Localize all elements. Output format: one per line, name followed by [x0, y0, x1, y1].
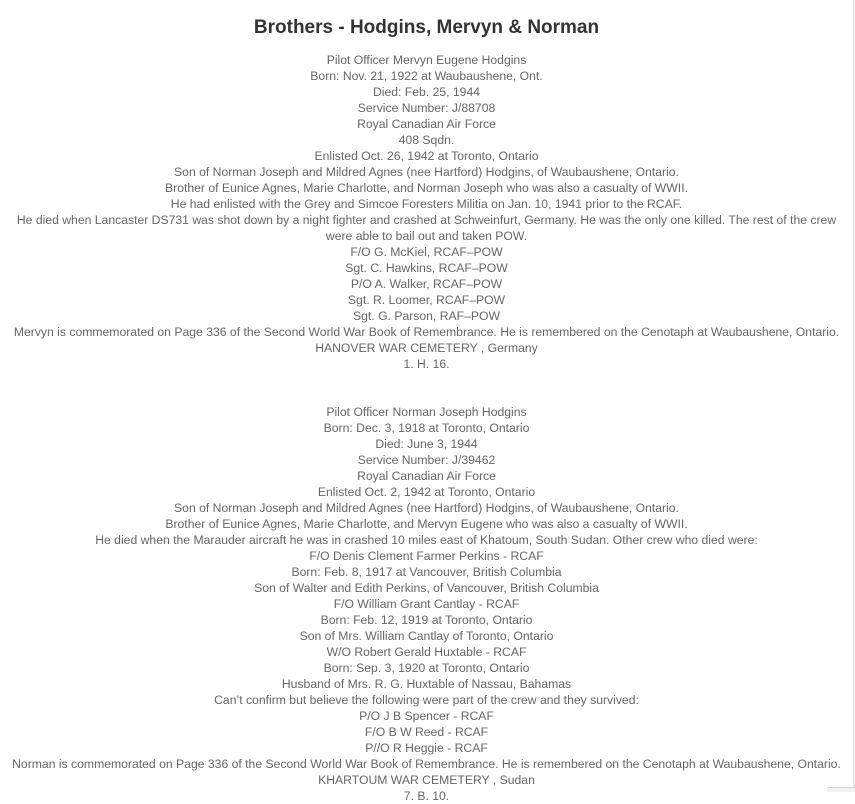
entry-line: F/O G. McKiel, RCAF–POW: [350, 245, 503, 259]
entry-line: Son of Norman Joseph and Mildred Agnes (nee Hartford) Hodgins, of Waubaushene, Ontario.: [174, 501, 679, 515]
entry-line: Royal Canadian Air Force: [357, 469, 496, 483]
entry-line: Enlisted Oct. 26, 1942 at Toronto, Ontario: [314, 149, 539, 163]
entry-line: KHARTOUM WAR CEMETERY , Sudan: [318, 773, 535, 787]
entry-line: Brother of Eunice Agnes, Marie Charlotte, and Norman Joseph who was also a casualty of WWII.: [165, 181, 688, 195]
entry-line: Born: Nov. 21, 1922 at Waubaushene, Ont.: [310, 69, 543, 83]
entry-line: Son of Walter and Edith Perkins, of Vancouver, British Columbia: [254, 581, 599, 595]
entry-line: Brother of Eunice Agnes, Marie Charlotte, and Mervyn Eugene who was also a casualty of WWII.: [165, 517, 688, 531]
entry-line: Son of Norman Joseph and Mildred Agnes (nee Hartford) Hodgins, of Waubaushene, Ontario.: [174, 165, 679, 179]
entry-line: Royal Canadian Air Force: [357, 117, 496, 131]
entry-line: Born: Feb. 8, 1917 at Vancouver, British Columbia: [291, 565, 562, 579]
entry-line: F/O B W Reed - RCAF: [364, 725, 489, 739]
entry-line: P/O J B Spencer - RCAF: [359, 709, 494, 723]
entry-line: Norman is commemorated on Page 336 of the Second World War Book of Remembrance. He is remembered on the Cenotaph at Waubaushene, Ontario.: [12, 757, 841, 771]
entry-line: Service Number: J/88708: [357, 101, 496, 115]
entry-line: Can’t confirm but believe the following were part of the crew and they survived:: [214, 693, 639, 707]
entry-line: P//O R Heggie - RCAF: [365, 741, 488, 755]
entry-line: Born: Feb. 12, 1919 at Toronto, Ontario: [320, 613, 533, 627]
entry-line: 7. B. 10.: [403, 789, 450, 803]
memorial-sections: [0, 52, 853, 804]
memorial-entry: [0, 52, 853, 372]
entry-line: Sgt. R. Loomer, RCAF–POW: [347, 293, 506, 307]
entry-line: P/O A. Walker, RCAF–POW: [350, 277, 503, 291]
page-title: Brothers - Hodgins, Mervyn & Norman: [253, 17, 600, 38]
entry-line: Died: June 3, 1944: [375, 437, 478, 451]
entry-line: 408 Sqdn.: [398, 133, 455, 147]
entry-line: Born: Dec. 3, 1918 at Toronto, Ontario: [323, 421, 530, 435]
entry-line: He had enlisted with the Grey and Simcoe Foresters Militia on Jan. 10, 1941 prior to the RCAF.: [170, 197, 683, 211]
entry-line: F/O William Grant Cantlay - RCAF: [333, 597, 520, 611]
entry-line: Pilot Officer Norman Joseph Hodgins: [326, 405, 527, 419]
window-corner: [827, 787, 855, 792]
entry-line: Sgt. C. Hawkins, RCAF–POW: [345, 261, 508, 275]
entry-line: Died: Feb. 25, 1944: [372, 85, 481, 99]
entry-line: 1. H. 16.: [403, 357, 450, 371]
entry-line: W/O Robert Gerald Huxtable - RCAF: [326, 645, 527, 659]
entry-line: Mervyn is commemorated on Page 336 of the Second World War Book of Remembrance. He is remembered on the Cenotaph at Waubaushene, Ontario.: [13, 325, 840, 339]
entry-line: Enlisted Oct. 2, 1942 at Toronto, Ontario: [317, 485, 536, 499]
entry-line: He died when the Marauder aircraft he was in crashed 10 miles east of Khatoum, South Sudan. Other crew who died were:: [95, 533, 758, 547]
memorial-entry: [0, 404, 853, 804]
entry-line: Sgt. G. Parson, RAF–POW: [353, 309, 500, 323]
entry-line: Service Number: J/39462: [357, 453, 496, 467]
entry-line: He died when Lancaster DS731 was shot down by a night fighter and crashed at Schweinfurt, Germany. He was the only one killed. The rest of the crew were able to bail out and taken POW.: [16, 213, 837, 243]
entry-line: Son of Mrs. William Cantlay of Toronto, Ontario: [299, 629, 554, 643]
entry-line: F/O Denis Clement Farmer Perkins - RCAF: [309, 549, 544, 563]
entry-line: Born: Sep. 3, 1920 at Toronto, Ontario: [323, 661, 530, 675]
entry-line: HANOVER WAR CEMETERY , Germany: [315, 341, 538, 355]
entry-line: Pilot Officer Mervyn Eugene Hodgins: [326, 53, 527, 67]
entry-line: Husband of Mrs. R. G. Huxtable of Nassau, Bahamas: [281, 677, 572, 691]
